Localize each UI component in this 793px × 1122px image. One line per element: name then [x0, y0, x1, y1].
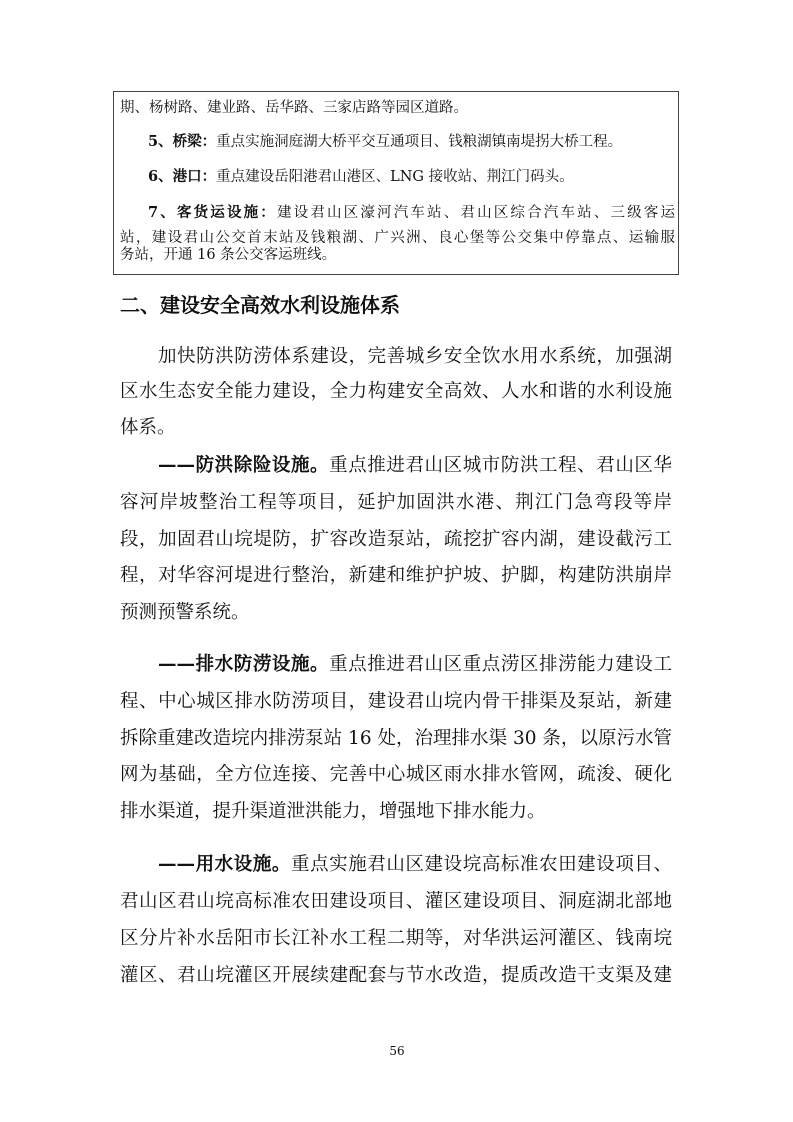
box-line: 务站，开通 16 条公交客运班线。: [120, 247, 337, 263]
body-line: ——用水设施。重点实施君山区建设垸高标准农田建设项目、: [158, 854, 672, 875]
body-line: 排水渠道，提升渠道泄洪能力，增强地下排水能力。: [120, 801, 546, 822]
body-line: 加快防洪防涝体系建设，完善城乡安全饮水用水系统，加强湖: [158, 346, 672, 367]
box-line: 7、客货运设施：建设君山区濠河汽车站、君山区综合汽车站、三级客运: [148, 204, 675, 221]
box-line: 站，建设君山公交首末站及钱粮湖、广兴洲、良心堡等公交集中停靠点、运输服: [120, 230, 675, 246]
body-line: 区水生态安全能力建设，全力构建安全高效、人水和谐的水利设施: [120, 381, 672, 402]
body-line: 段，加固君山垸堤防，扩容改造泵站，疏挖扩容内湖，建设截污工: [120, 529, 672, 550]
body-line: 程、中心城区排水防涝项目，建设君山垸内骨干排渠及泵站，新建: [120, 691, 672, 712]
body-line: 容河岸坡整治工程等项目，延护加固洪水港、荆江门急弯段等岸: [120, 492, 672, 513]
body-line: 灌区、君山垸灌区开展续建配套与节水改造，提质改造干支渠及建: [120, 965, 672, 986]
page-number: 56: [389, 1044, 405, 1058]
body-line: 拆除重建改造垸内排涝泵站 16 处，治理排水渠 30 条，以原污水管: [120, 728, 672, 749]
box-line: 期、杨树路、建业路、岳华路、三家店路等园区道路。: [120, 100, 468, 116]
body-line: 区分片补水岳阳市长江补水工程二期等，对华洪运河灌区、钱南垸: [120, 928, 672, 949]
body-line: 预测预警系统。: [120, 602, 250, 623]
body-line: 网为基础，全方位连接、完善中心城区雨水排水管网，疏浚、硬化: [120, 764, 672, 785]
box-line: 5、桥梁：重点实施洞庭湖大桥平交互通项目、钱粮湖镇南堤拐大桥工程。: [148, 133, 623, 150]
body-line: 君山区君山垸高标准农田建设项目、灌区建设项目、洞庭湖北部地: [120, 891, 672, 912]
body-line: 程，对华容河堤进行整治，新建和维护护坡、护脚，构建防洪崩岸: [120, 565, 672, 586]
box-line: 6、港口：重点建设岳阳港君山港区、LNG 接收站、荆江门码头。: [148, 168, 574, 185]
body-line: ——防洪除险设施。重点推进君山区城市防洪工程、君山区华: [158, 455, 672, 476]
body-line: ——排水防涝设施。重点推进君山区重点涝区排涝能力建设工: [158, 654, 672, 675]
section-heading: 二、建设安全高效水利设施体系: [120, 293, 400, 317]
body-line: 体系。: [120, 417, 176, 438]
